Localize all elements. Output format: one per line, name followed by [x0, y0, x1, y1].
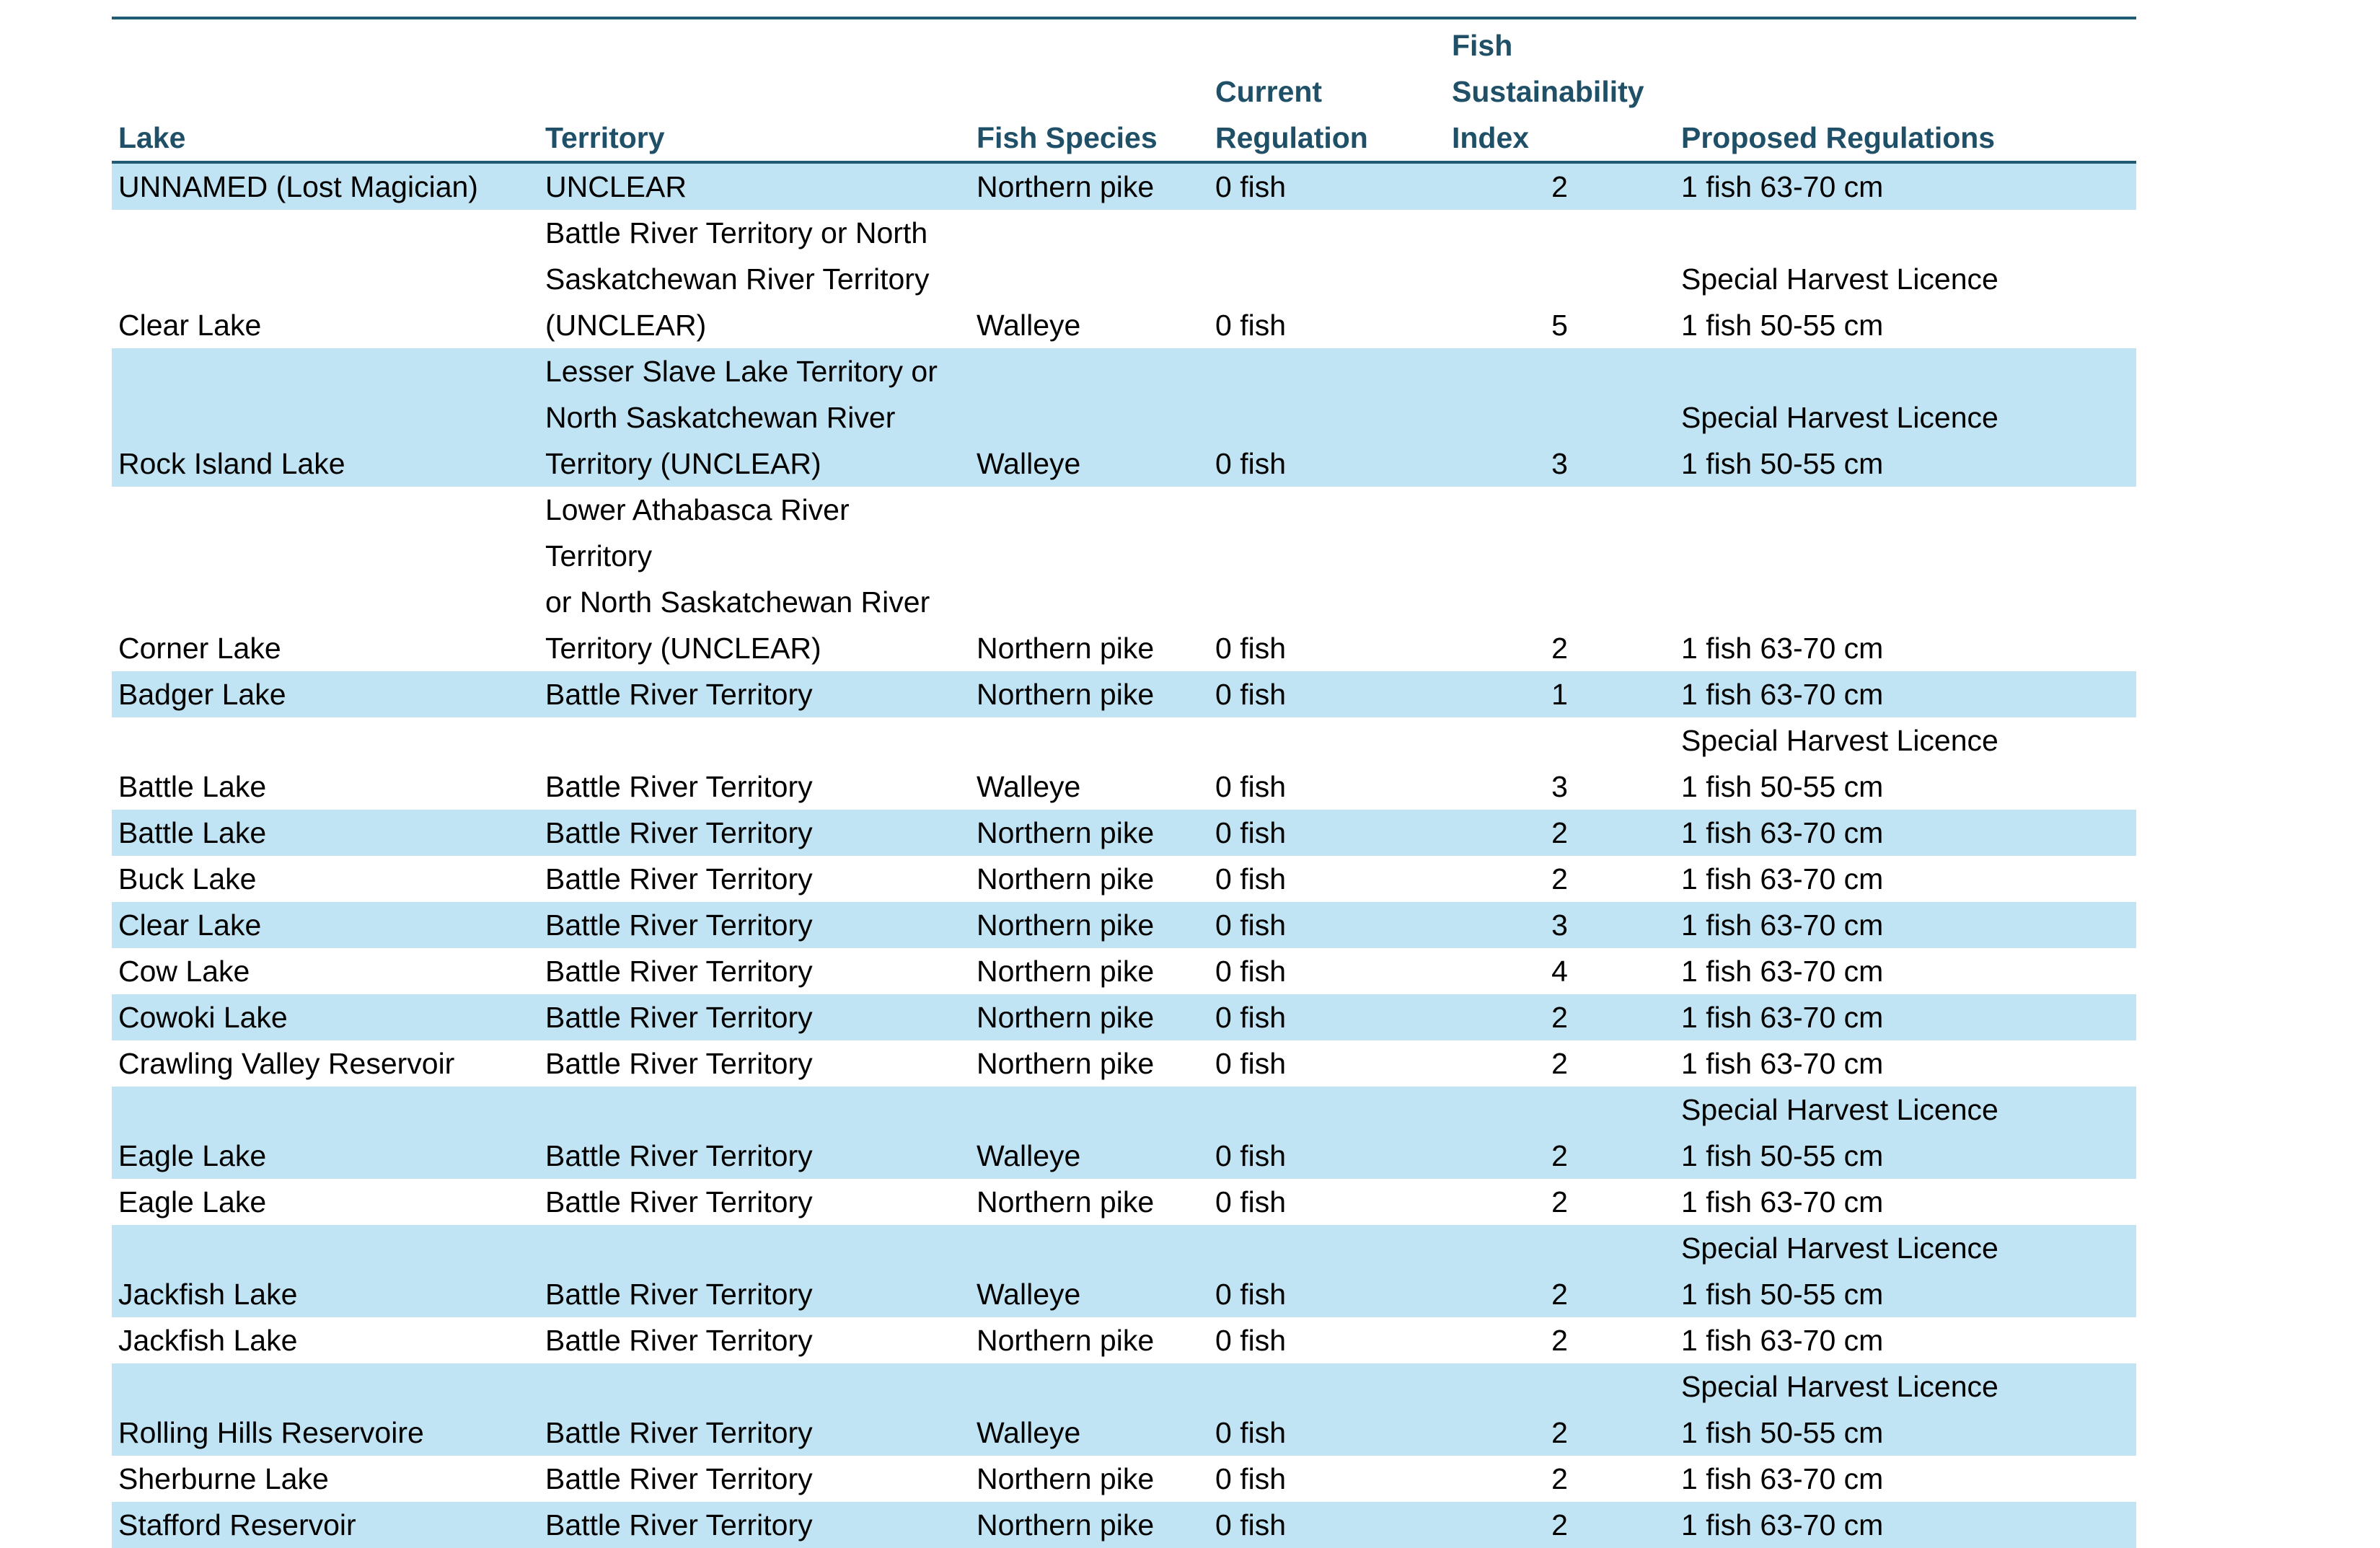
- cell-sustainability-index: [1445, 348, 1675, 487]
- cell-lake-text: Battle Lake: [118, 770, 267, 803]
- header-lake: Lake: [112, 18, 539, 162]
- cell-lake-text: UNNAMED (Lost Magician): [118, 170, 478, 203]
- cell-lake-text: Clear Lake: [118, 309, 262, 342]
- cell-proposed-regulations-line: 1 fish 63-70 cm: [1681, 170, 1884, 203]
- cell-proposed-regulations-line: 1 fish 63-70 cm: [1681, 632, 1884, 665]
- cell-sustainability-index: [1445, 210, 1675, 348]
- cell-proposed-regulations-line: 1 fish 50-55 cm: [1681, 309, 1884, 342]
- cell-territory-line: Battle River Territory: [545, 1462, 813, 1495]
- cell-proposed-regulations-line: 1 fish 63-70 cm: [1681, 1462, 1884, 1495]
- cell-territory-line: Territory (UNCLEAR): [545, 447, 821, 480]
- cell-current-regulation-text: 0 fish: [1215, 447, 1286, 480]
- cell-lake-text: Jackfish Lake: [118, 1324, 298, 1357]
- cell-fish-species-text: Walleye: [977, 770, 1081, 803]
- cell-lake: [112, 1502, 539, 1548]
- cell-territory: [539, 487, 970, 671]
- cell-fish-species: [970, 1317, 1209, 1363]
- cell-sustainability-index: [1445, 1179, 1675, 1225]
- table-row: [112, 1040, 2136, 1087]
- cell-lake: [112, 902, 539, 948]
- cell-lake-text: Cowoki Lake: [118, 1001, 288, 1034]
- cell-territory-line: Battle River Territory: [545, 1278, 813, 1311]
- cell-sustainability-index-text: 3: [1551, 908, 1568, 942]
- cell-proposed-regulations: [1675, 717, 2136, 810]
- cell-lake: [112, 810, 539, 856]
- cell-lake-text: Corner Lake: [118, 632, 281, 665]
- cell-sustainability-index: [1445, 1456, 1675, 1502]
- cell-fish-species-text: Northern pike: [977, 1047, 1155, 1080]
- cell-fish-species-text: Northern pike: [977, 816, 1155, 849]
- cell-fish-species-text: Northern pike: [977, 1462, 1155, 1495]
- cell-proposed-regulations: [1675, 671, 2136, 717]
- cell-current-regulation-text: 0 fish: [1215, 1139, 1286, 1172]
- table-row: [112, 948, 2136, 994]
- cell-lake-text: Jackfish Lake: [118, 1278, 298, 1311]
- cell-territory: [539, 717, 970, 810]
- cell-current-regulation-text: 0 fish: [1215, 955, 1286, 988]
- cell-proposed-regulations: [1675, 1179, 2136, 1225]
- cell-territory-line: Battle River Territory: [545, 1416, 813, 1449]
- cell-fish-species: [970, 902, 1209, 948]
- cell-sustainability-index: [1445, 487, 1675, 671]
- cell-territory-line: Lesser Slave Lake Territory or: [545, 355, 938, 388]
- cell-sustainability-index: [1445, 1040, 1675, 1087]
- cell-proposed-regulations: [1675, 1225, 2136, 1317]
- cell-lake: [112, 671, 539, 717]
- cell-current-regulation: [1209, 856, 1445, 902]
- cell-territory-line: Saskatchewan River Territory: [545, 262, 930, 296]
- cell-sustainability-index: [1445, 1502, 1675, 1548]
- cell-lake-text: Crawling Valley Reservoir: [118, 1047, 455, 1080]
- cell-current-regulation: [1209, 1040, 1445, 1087]
- cell-lake: [112, 717, 539, 810]
- cell-territory: [539, 948, 970, 994]
- cell-fish-species-text: Walleye: [977, 1416, 1081, 1449]
- cell-proposed-regulations: [1675, 902, 2136, 948]
- table-row: [112, 1456, 2136, 1502]
- cell-fish-species-text: Northern pike: [977, 1001, 1155, 1034]
- cell-proposed-regulations-line: 1 fish 50-55 cm: [1681, 447, 1884, 480]
- cell-territory-line: Lower Athabasca River Territory: [545, 493, 850, 572]
- cell-lake-text: Badger Lake: [118, 678, 286, 711]
- cell-sustainability-index-text: 2: [1551, 1508, 1568, 1542]
- cell-lake-text: Eagle Lake: [118, 1139, 267, 1172]
- cell-lake: [112, 348, 539, 487]
- cell-proposed-regulations: [1675, 210, 2136, 348]
- cell-sustainability-index: [1445, 948, 1675, 994]
- cell-sustainability-index-text: 3: [1551, 770, 1568, 803]
- cell-proposed-regulations: [1675, 162, 2136, 210]
- cell-current-regulation-text: 0 fish: [1215, 678, 1286, 711]
- cell-lake: [112, 1087, 539, 1179]
- cell-fish-species: [970, 810, 1209, 856]
- cell-sustainability-index: [1445, 1363, 1675, 1456]
- cell-current-regulation-text: 0 fish: [1215, 1185, 1286, 1219]
- cell-current-regulation: [1209, 210, 1445, 348]
- cell-sustainability-index: [1445, 810, 1675, 856]
- cell-lake: [112, 162, 539, 210]
- cell-proposed-regulations-line: 1 fish 63-70 cm: [1681, 862, 1884, 895]
- cell-lake: [112, 487, 539, 671]
- cell-proposed-regulations: [1675, 1087, 2136, 1179]
- cell-fish-species: [970, 1363, 1209, 1456]
- cell-fish-species-text: Walleye: [977, 447, 1081, 480]
- cell-current-regulation: [1209, 902, 1445, 948]
- cell-fish-species: [970, 210, 1209, 348]
- cell-territory: [539, 1087, 970, 1179]
- table-row: [112, 1225, 2136, 1317]
- cell-sustainability-index-text: 2: [1551, 1324, 1568, 1357]
- cell-territory-line: Territory (UNCLEAR): [545, 632, 821, 665]
- cell-territory: [539, 671, 970, 717]
- cell-proposed-regulations-line: Special Harvest Licence: [1681, 1231, 1998, 1265]
- cell-lake-text: Sherburne Lake: [118, 1462, 329, 1495]
- cell-territory: [539, 1179, 970, 1225]
- cell-territory-line: Battle River Territory: [545, 955, 813, 988]
- cell-sustainability-index-text: 2: [1551, 170, 1568, 203]
- table-row: [112, 994, 2136, 1040]
- cell-lake: [112, 994, 539, 1040]
- cell-current-regulation-text: 0 fish: [1215, 309, 1286, 342]
- table-row: [112, 1502, 2136, 1548]
- cell-proposed-regulations-line: 1 fish 63-70 cm: [1681, 816, 1884, 849]
- cell-fish-species: [970, 487, 1209, 671]
- cell-sustainability-index: [1445, 1317, 1675, 1363]
- cell-current-regulation-text: 0 fish: [1215, 632, 1286, 665]
- header-row: [112, 18, 2136, 162]
- cell-sustainability-index-text: 2: [1551, 1278, 1568, 1311]
- cell-current-regulation-text: 0 fish: [1215, 1508, 1286, 1542]
- cell-current-regulation: [1209, 671, 1445, 717]
- cell-lake: [112, 1040, 539, 1087]
- cell-proposed-regulations-line: 1 fish 63-70 cm: [1681, 955, 1884, 988]
- cell-territory: [539, 1225, 970, 1317]
- cell-territory-line: (UNCLEAR): [545, 309, 707, 342]
- cell-current-regulation: [1209, 1317, 1445, 1363]
- cell-current-regulation-text: 0 fish: [1215, 862, 1286, 895]
- cell-proposed-regulations-line: 1 fish 50-55 cm: [1681, 770, 1884, 803]
- table-header: [112, 18, 2136, 162]
- cell-proposed-regulations: [1675, 948, 2136, 994]
- cell-territory: [539, 210, 970, 348]
- cell-fish-species-text: Northern pike: [977, 632, 1155, 665]
- cell-lake-text: Clear Lake: [118, 908, 262, 942]
- regulations-table: [112, 17, 2136, 1548]
- cell-current-regulation-text: 0 fish: [1215, 1278, 1286, 1311]
- header-territory: Territory: [539, 18, 970, 162]
- cell-territory: [539, 1502, 970, 1548]
- regulations-table-wrapper: [112, 17, 2136, 1548]
- table-row: [112, 671, 2136, 717]
- cell-territory-line: Battle River Territory: [545, 1508, 813, 1542]
- cell-sustainability-index-text: 3: [1551, 447, 1568, 480]
- cell-lake: [112, 1225, 539, 1317]
- cell-current-regulation: [1209, 948, 1445, 994]
- cell-territory-line: Battle River Territory: [545, 816, 813, 849]
- cell-fish-species: [970, 1179, 1209, 1225]
- cell-proposed-regulations: [1675, 810, 2136, 856]
- cell-current-regulation-text: 0 fish: [1215, 1001, 1286, 1034]
- cell-territory: [539, 902, 970, 948]
- cell-lake: [112, 856, 539, 902]
- cell-current-regulation-text: 0 fish: [1215, 170, 1286, 203]
- cell-territory-line: Battle River Territory: [545, 770, 813, 803]
- cell-territory-line: Battle River Territory: [545, 1047, 813, 1080]
- cell-territory-line: Battle River Territory: [545, 678, 813, 711]
- cell-sustainability-index-text: 2: [1551, 816, 1568, 849]
- cell-current-regulation-text: 0 fish: [1215, 908, 1286, 942]
- cell-current-regulation: [1209, 810, 1445, 856]
- cell-sustainability-index-text: 2: [1551, 1047, 1568, 1080]
- cell-current-regulation-text: 0 fish: [1215, 816, 1286, 849]
- table-row: [112, 856, 2136, 902]
- cell-lake-text: Battle Lake: [118, 816, 267, 849]
- cell-territory-line: North Saskatchewan River: [545, 401, 896, 434]
- cell-proposed-regulations-line: Special Harvest Licence: [1681, 401, 1998, 434]
- cell-territory: [539, 1456, 970, 1502]
- cell-lake-text: Buck Lake: [118, 862, 257, 895]
- cell-fish-species: [970, 1456, 1209, 1502]
- cell-proposed-regulations-line: Special Harvest Licence: [1681, 1370, 1998, 1403]
- cell-territory: [539, 1040, 970, 1087]
- cell-current-regulation-text: 0 fish: [1215, 770, 1286, 803]
- cell-fish-species-text: Northern pike: [977, 862, 1155, 895]
- cell-proposed-regulations-line: 1 fish 63-70 cm: [1681, 678, 1884, 711]
- cell-fish-species: [970, 856, 1209, 902]
- table-row: [112, 1179, 2136, 1225]
- cell-fish-species-text: Walleye: [977, 1139, 1081, 1172]
- cell-sustainability-index-text: 2: [1551, 1185, 1568, 1219]
- cell-sustainability-index: [1445, 994, 1675, 1040]
- cell-fish-species: [970, 948, 1209, 994]
- cell-lake: [112, 1363, 539, 1456]
- cell-fish-species: [970, 717, 1209, 810]
- cell-current-regulation: [1209, 1456, 1445, 1502]
- cell-proposed-regulations: [1675, 487, 2136, 671]
- table-row: [112, 902, 2136, 948]
- cell-proposed-regulations: [1675, 1317, 2136, 1363]
- cell-proposed-regulations-line: Special Harvest Licence: [1681, 724, 1998, 757]
- cell-territory: [539, 810, 970, 856]
- cell-sustainability-index-text: 2: [1551, 632, 1568, 665]
- cell-fish-species-text: Walleye: [977, 1278, 1081, 1311]
- cell-fish-species-text: Northern pike: [977, 170, 1155, 203]
- cell-fish-species: [970, 348, 1209, 487]
- table-row: [112, 717, 2136, 810]
- cell-current-regulation: [1209, 717, 1445, 810]
- cell-fish-species-text: Northern pike: [977, 1324, 1155, 1357]
- cell-fish-species: [970, 1502, 1209, 1548]
- cell-lake-text: Cow Lake: [118, 955, 250, 988]
- cell-proposed-regulations-line: Special Harvest Licence: [1681, 1093, 1998, 1126]
- cell-current-regulation-text: 0 fish: [1215, 1416, 1286, 1449]
- cell-current-regulation: [1209, 1179, 1445, 1225]
- cell-fish-species: [970, 1040, 1209, 1087]
- cell-proposed-regulations-line: 1 fish 63-70 cm: [1681, 1508, 1884, 1542]
- header-current-regulation: Current Regulation: [1209, 18, 1445, 162]
- table-row: [112, 810, 2136, 856]
- cell-sustainability-index-text: 5: [1551, 309, 1568, 342]
- cell-territory-line: Battle River Territory: [545, 1185, 813, 1219]
- cell-sustainability-index-text: 2: [1551, 1139, 1568, 1172]
- cell-fish-species-text: Northern pike: [977, 908, 1155, 942]
- table-row: [112, 1087, 2136, 1179]
- cell-fish-species: [970, 1225, 1209, 1317]
- table-row: [112, 1317, 2136, 1363]
- cell-territory: [539, 856, 970, 902]
- cell-territory: [539, 162, 970, 210]
- cell-territory: [539, 994, 970, 1040]
- cell-lake: [112, 948, 539, 994]
- cell-fish-species-text: Northern pike: [977, 678, 1155, 711]
- cell-current-regulation: [1209, 348, 1445, 487]
- table-row: [112, 487, 2136, 671]
- cell-sustainability-index: [1445, 671, 1675, 717]
- cell-sustainability-index-text: 4: [1551, 955, 1568, 988]
- cell-sustainability-index: [1445, 162, 1675, 210]
- table-row: [112, 1363, 2136, 1456]
- cell-fish-species-text: Northern pike: [977, 955, 1155, 988]
- cell-territory-line: Battle River Territory or North: [545, 216, 928, 249]
- cell-lake-text: Stafford Reservoir: [118, 1508, 356, 1542]
- cell-current-regulation-text: 0 fish: [1215, 1462, 1286, 1495]
- cell-lake: [112, 1456, 539, 1502]
- cell-lake-text: Rolling Hills Reservoire: [118, 1416, 424, 1449]
- cell-proposed-regulations: [1675, 348, 2136, 487]
- cell-sustainability-index-text: 2: [1551, 1462, 1568, 1495]
- cell-proposed-regulations: [1675, 1040, 2136, 1087]
- cell-proposed-regulations-line: 1 fish 63-70 cm: [1681, 1047, 1884, 1080]
- header-fish-species: Fish Species: [970, 18, 1209, 162]
- cell-current-regulation: [1209, 1087, 1445, 1179]
- cell-current-regulation-text: 0 fish: [1215, 1047, 1286, 1080]
- cell-fish-species: [970, 671, 1209, 717]
- cell-territory-line: Battle River Territory: [545, 1324, 813, 1357]
- table-row: [112, 210, 2136, 348]
- cell-fish-species: [970, 994, 1209, 1040]
- cell-proposed-regulations-line: 1 fish 50-55 cm: [1681, 1278, 1884, 1311]
- cell-proposed-regulations-line: 1 fish 63-70 cm: [1681, 1185, 1884, 1219]
- cell-sustainability-index-text: 2: [1551, 1416, 1568, 1449]
- cell-sustainability-index: [1445, 902, 1675, 948]
- cell-proposed-regulations: [1675, 1363, 2136, 1456]
- cell-territory-line: UNCLEAR: [545, 170, 687, 203]
- cell-proposed-regulations: [1675, 1502, 2136, 1548]
- cell-proposed-regulations-line: Special Harvest Licence: [1681, 262, 1998, 296]
- cell-fish-species-text: Walleye: [977, 309, 1081, 342]
- cell-current-regulation: [1209, 162, 1445, 210]
- cell-current-regulation: [1209, 994, 1445, 1040]
- cell-territory-line: or North Saskatchewan River: [545, 585, 930, 619]
- cell-current-regulation: [1209, 1363, 1445, 1456]
- cell-current-regulation: [1209, 487, 1445, 671]
- cell-territory-line: Battle River Territory: [545, 908, 813, 942]
- cell-current-regulation: [1209, 1225, 1445, 1317]
- cell-proposed-regulations-line: 1 fish 63-70 cm: [1681, 1324, 1884, 1357]
- cell-proposed-regulations: [1675, 1456, 2136, 1502]
- cell-fish-species-text: Northern pike: [977, 1508, 1155, 1542]
- cell-proposed-regulations: [1675, 994, 2136, 1040]
- cell-fish-species: [970, 1087, 1209, 1179]
- table-row: [112, 162, 2136, 210]
- cell-fish-species: [970, 162, 1209, 210]
- cell-lake-text: Eagle Lake: [118, 1185, 267, 1219]
- cell-lake-text: Rock Island Lake: [118, 447, 345, 480]
- cell-territory-line: Battle River Territory: [545, 1001, 813, 1034]
- table-row: [112, 348, 2136, 487]
- cell-lake: [112, 210, 539, 348]
- header-fish-sustainability-index: Fish Sustainability Index: [1445, 18, 1675, 162]
- cell-sustainability-index: [1445, 717, 1675, 810]
- cell-current-regulation: [1209, 1502, 1445, 1548]
- cell-sustainability-index: [1445, 1087, 1675, 1179]
- cell-territory: [539, 348, 970, 487]
- cell-sustainability-index-text: 2: [1551, 1001, 1568, 1034]
- cell-lake: [112, 1179, 539, 1225]
- cell-territory: [539, 1317, 970, 1363]
- cell-sustainability-index: [1445, 1225, 1675, 1317]
- cell-proposed-regulations-line: 1 fish 63-70 cm: [1681, 1001, 1884, 1034]
- header-proposed-regulations: Proposed Regulations: [1675, 18, 2136, 162]
- table-body: [112, 162, 2136, 1548]
- cell-proposed-regulations-line: 1 fish 50-55 cm: [1681, 1416, 1884, 1449]
- cell-territory-line: Battle River Territory: [545, 862, 813, 895]
- cell-territory: [539, 1363, 970, 1456]
- cell-lake: [112, 1317, 539, 1363]
- cell-sustainability-index-text: 1: [1551, 678, 1568, 711]
- cell-sustainability-index-text: 2: [1551, 862, 1568, 895]
- cell-territory-line: Battle River Territory: [545, 1139, 813, 1172]
- cell-current-regulation-text: 0 fish: [1215, 1324, 1286, 1357]
- cell-proposed-regulations: [1675, 856, 2136, 902]
- cell-fish-species-text: Northern pike: [977, 1185, 1155, 1219]
- cell-proposed-regulations-line: 1 fish 63-70 cm: [1681, 908, 1884, 942]
- cell-sustainability-index: [1445, 856, 1675, 902]
- cell-proposed-regulations-line: 1 fish 50-55 cm: [1681, 1139, 1884, 1172]
